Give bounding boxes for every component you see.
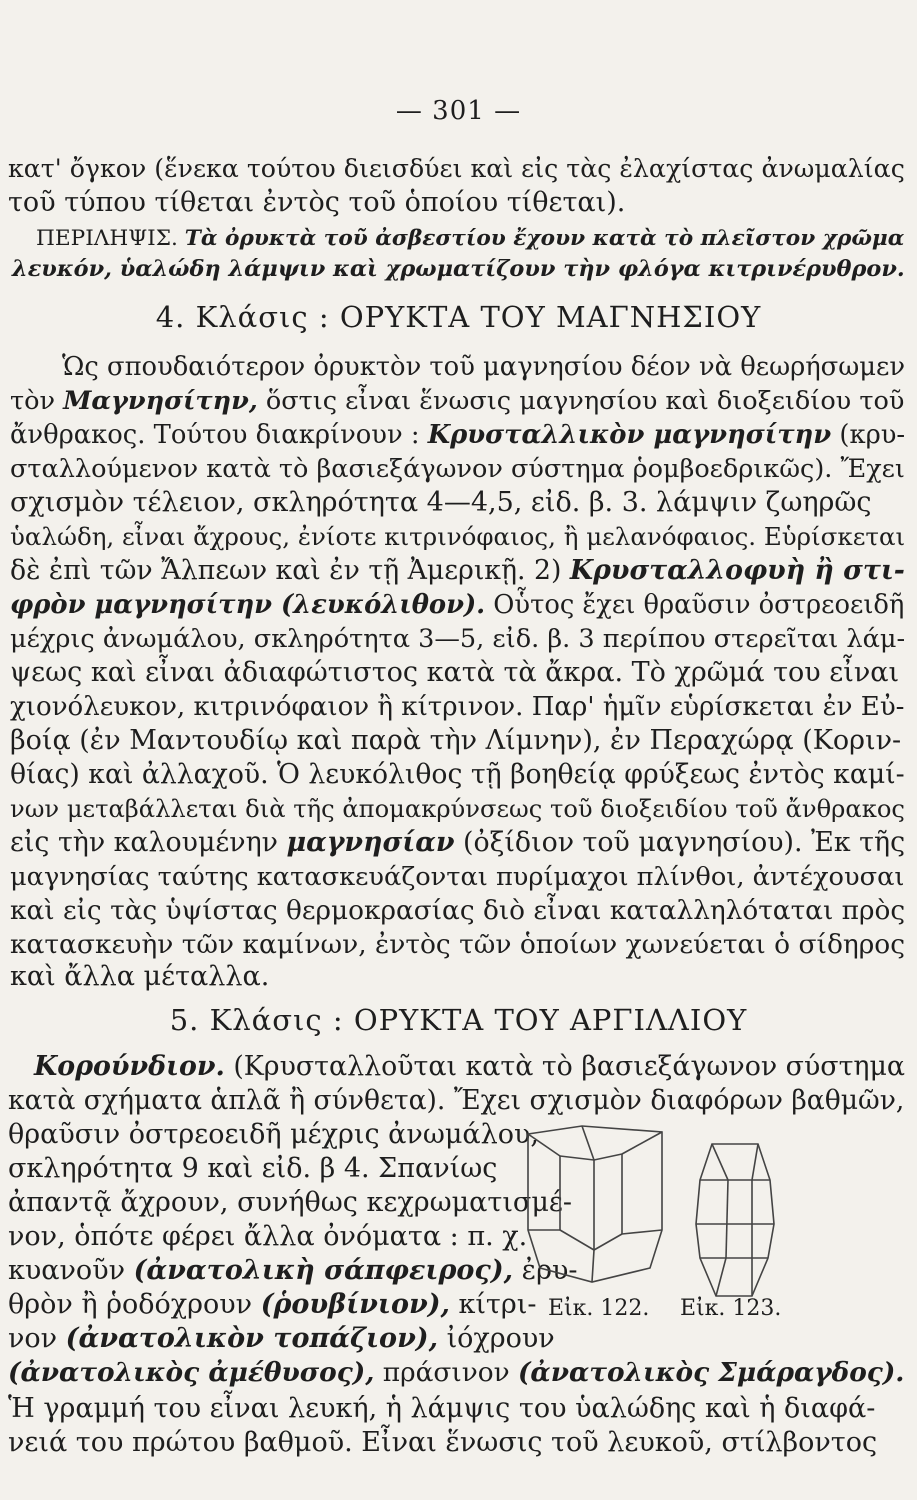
text-line: νον (ἀνατολικὸν τοπάζιον), ἰόχρουν bbox=[8, 1323, 555, 1354]
section-heading-5: 5. Κλάσις : ΟΡΥΚΤΑ ΤΟΥ ΑΡΓΙΛΛΙΟΥ bbox=[169, 1003, 748, 1037]
text-line: κυανοῦν (ἀνατολικὴ σάπφειρος), ἐρυ- bbox=[8, 1255, 578, 1286]
section-heading-4: 4. Κλάσις : ΟΡΥΚΤΑ ΤΟΥ ΜΑΓΝΗΣΙΟΥ bbox=[155, 300, 762, 334]
text-line: θίας) καὶ ἀλλαχοῦ. Ὁ λευκόλιθος τῇ βοηθείᾳ φρύξεως ἐντὸς καμί- bbox=[10, 759, 905, 790]
text-line: βοίᾳ (ἐν Μαντουδίῳ καὶ παρὰ τὴν Λίμνην), ἐν Περαχώρᾳ (Κοριν- bbox=[10, 725, 902, 756]
figure-caption-123: Εἰκ. 123. bbox=[680, 1296, 782, 1321]
summary-line bbox=[36, 222, 904, 256]
text-line: μαγνησίας ταύτης κατασκευάζονται πυρίμαχοι πλίνθοι, ἀντέχουσαι bbox=[10, 862, 905, 892]
text-line: τοῦ τύπου τίθεται ἐντὸς τοῦ ὁποίου τίθεται). bbox=[8, 187, 626, 218]
term-amethyst: (ἀνατολικὸς ἀμέθυσος), bbox=[8, 1357, 375, 1388]
term-sapphire: (ἀνατολικὴ σάπφειρος), bbox=[133, 1255, 514, 1286]
text-line: ψεως καὶ εἶναι ἀδιαφώτιστος κατὰ τὰ ἄκρα. Τὸ χρῶμά του εἶναι bbox=[10, 657, 900, 688]
term-magnesite: Μαγνησίτην, bbox=[63, 386, 258, 416]
summary-line: λευκόν, ὑαλώδη λάμψιν καὶ χρωματίζουν τὴν φλόγα κιτρινέρυθρον. bbox=[12, 256, 905, 282]
text-line: κατὰ σχήματα ἁπλᾶ ἢ σύνθετα). Ἔχει σχισμὸν διαφόρων βαθμῶν, bbox=[8, 1085, 905, 1116]
text-line: σταλλούμενον κατὰ τὸ βασιεξάγωνον σύστημα ῥομβοεδρικῶς). Ἔχει bbox=[10, 454, 905, 484]
term-magnesia: μαγνησίαν bbox=[286, 827, 455, 858]
text-line: θρὸν ἢ ῥοδόχρουν (ῥουβίνιον), κίτρι- bbox=[8, 1289, 537, 1320]
text-line: Κορούνδιον. (Κρυσταλλοῦται κατὰ τὸ βασιεξάγωνον σύστημα bbox=[34, 1051, 906, 1082]
text-line: Ὡς σπουδαιότερον ὀρυκτὸν τοῦ μαγνησίου δέον νὰ θεωρήσωμεν bbox=[62, 352, 906, 382]
term-corundum: Κορούνδιον. bbox=[34, 1051, 225, 1082]
page-number: — 301 — bbox=[395, 96, 522, 126]
text-line: νον, ὁπότε φέρει ἄλλα ὀνόματα : π. χ. bbox=[8, 1221, 528, 1252]
text-line: κατασκευὴν τῶν καμίνων, ἐντὸς τῶν ὁποίων χωνεύεται ὁ σίδηρος bbox=[10, 929, 906, 960]
figure-caption-122: Εἰκ. 122. bbox=[548, 1296, 650, 1321]
term-emerald: (ἀνατολικὸς Σμάραγδος). bbox=[517, 1357, 905, 1388]
text-line: εἰς τὴν καλουμένην μαγνησίαν (ὀξίδιον τοῦ μαγνησίου). Ἐκ τῆς bbox=[10, 827, 906, 858]
text-line: καὶ εἰς τὰς ὑψίστας θερμοκρασίας διὸ εἶναι καταλληλόταται πρὸς bbox=[10, 896, 906, 926]
text-line: κατ' ὄγκον (ἕνεκα τούτου διεισδύει καὶ εἰς τὰς ἐλαχίστας ἀνωμαλίας bbox=[8, 154, 905, 183]
text-line: ὑαλώδη, εἶναι ἄχρους, ἐνίοτε κιτρινόφαιος, ἢ μελανόφαιος. Εὑρίσκεται bbox=[10, 522, 906, 551]
summary-text: Τὰ ὀρυκτὰ τοῦ ἀσβεστίου ἔχουν κατὰ τὸ πλεῖστον χρῶμα bbox=[184, 226, 905, 251]
text-line: νων μεταβάλλεται διὰ τῆς ἀπομακρύνσεως τοῦ διοξειδίου τοῦ ἄνθρακος bbox=[10, 795, 905, 823]
text-line: νειά του πρώτου βαθμοῦ. Εἶναι ἕνωσις τοῦ λευκοῦ, στίλβοντος bbox=[8, 1427, 878, 1458]
term-crystalline-magnesite: Κρυσταλλικὸν μαγνησίτην bbox=[427, 420, 832, 450]
text-line: σχισμὸν τέλειον, σκληρότητα 4—4,5, εἰδ. β. 3. λάμψιν ζωηρῶς bbox=[10, 487, 872, 518]
text-line: φρὸν μαγνησίτην (λευκόλιθον). Οὗτος ἔχει θραῦσιν ὀστρεοειδῆ bbox=[10, 590, 905, 620]
text-line: καὶ ἄλλα μέταλλα. bbox=[10, 961, 270, 992]
term-crystallophyes: Κρυσταλλοφυὴ ἢ στι- bbox=[569, 555, 905, 586]
text-line: ἄνθρακος. Τούτου διακρίνουν : Κρυσταλλικὸν μαγνησίτην (κρυ- bbox=[10, 420, 906, 450]
crystal-figure-123 bbox=[690, 1140, 780, 1300]
text-line: θραῦσιν ὀστρεοειδῆ μέχρις ἀνωμάλου, bbox=[8, 1119, 539, 1150]
text-line: χιονόλευκον, κιτρινόφαιον ἢ κίτρινον. Παρ' ἡμῖν εὑρίσκεται ἐν Εὐ- bbox=[10, 692, 905, 722]
summary-label: ΠΕΡΙΛΗΨΙΣ. bbox=[36, 226, 178, 251]
term-ruby: (ῥουβίνιον), bbox=[260, 1289, 450, 1320]
crystal-figure-122 bbox=[522, 1118, 670, 1288]
text-line: σκληρότητα 9 καὶ εἰδ. β 4. Σπανίως bbox=[8, 1153, 498, 1184]
term-leukolithos: φρὸν μαγνησίτην (λευκόλιθον). bbox=[10, 590, 486, 620]
text-line: μέχρις ἀνωμάλου, σκληρότητα 3—5, εἰδ. β. 3 περίπου στερεῖται λάμ- bbox=[10, 624, 906, 654]
text-line: δὲ ἐπὶ τῶν Ἄλπεων καὶ ἐν τῇ Ἀμερικῇ. 2) Κρυσταλλοφυὴ ἢ στι- bbox=[10, 555, 905, 586]
text-line: τὸν Μαγνησίτην, ὅστις εἶναι ἕνωσις μαγνησίου καὶ διοξειδίου τοῦ bbox=[10, 386, 905, 416]
text-line: (ἀνατολικὸς ἀμέθυσος), πράσινον (ἀνατολικὸς Σμάραγδος). bbox=[8, 1357, 905, 1388]
text-line: ἀπαντᾷ ἄχρουν, συνήθως κεχρωματισμέ- bbox=[8, 1187, 573, 1218]
text-line: Ἡ γραμμή του εἶναι λευκή, ἡ λάμψις του ὑαλώδης καὶ ἡ διαφά- bbox=[8, 1393, 876, 1424]
term-topaz: (ἀνατολικὸν τοπάζιον), bbox=[65, 1323, 438, 1354]
